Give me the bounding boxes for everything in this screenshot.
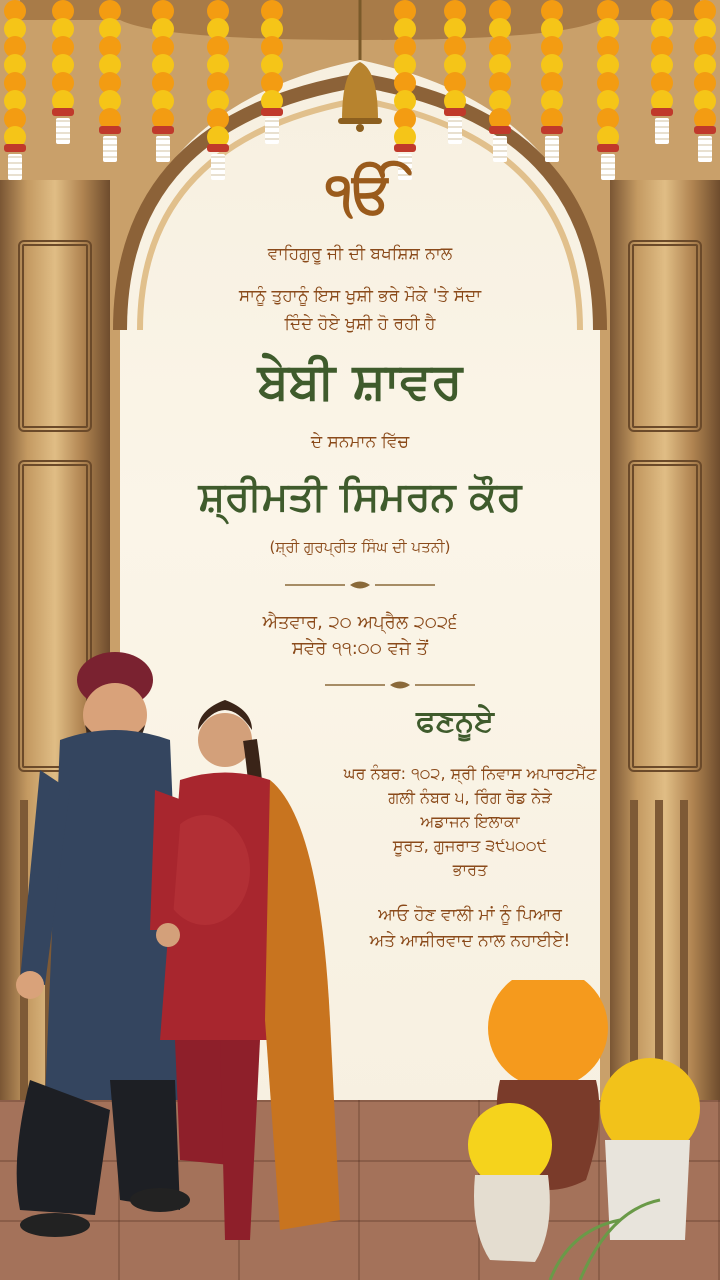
marigold-garland: [442, 0, 468, 144]
venue-title: ਫਣਨੂਏ: [416, 704, 494, 739]
closing-line: ਅਤੇ ਆਸ਼ੀਰਵਾਦ ਨਾਲ ਨਹਾਈਏ!: [369, 931, 571, 951]
event-title: ਬੇਬੀ ਸ਼ਾਵਰ: [257, 352, 463, 410]
marigold-garland: [259, 0, 285, 144]
invite-text: [170, 282, 550, 338]
address-line: ਘਰ ਨੰਬਰ: ੧੦੨, ਸ਼੍ਰੀ ਨਿਵਾਸ ਅਪਾਰਟਮੈਂਟ: [343, 764, 597, 783]
marigold-garland: [205, 0, 231, 180]
in-honor-of-text: ਦੇ ਸਨਮਾਨ ਵਿੱਚ: [310, 432, 410, 452]
event-date: ਐਤਵਾਰ, ੨੦ ਅਪ੍ਰੈਲ ੨੦੨੬: [262, 612, 458, 633]
couple-illustration: [0, 640, 360, 1280]
marigold-garland: [150, 0, 176, 162]
ornamental-divider: [285, 580, 435, 590]
marigold-garland: [487, 0, 513, 162]
ik-onkar-symbol: ੴ: [325, 160, 395, 226]
address-line: ਭਾਰਤ: [452, 860, 488, 879]
blessing-text: ਵਾਹਿਗੁਰੂ ਜੀ ਦੀ ਬਖਸ਼ਿਸ਼ ਨਾਲ: [267, 244, 453, 264]
event-time: ਸਵੇਰੇ ੧੧:੦੦ ਵਜੇ ਤੋਂ: [292, 638, 428, 659]
invite-line: ਸਾਨੂੰ ਤੁਹਾਨੂੰ ਇਸ ਖੁਸ਼ੀ ਭਰੇ ਮੌਕੇ 'ਤੇ ਸੱਦਾ: [238, 286, 482, 306]
marigold-garland: [392, 0, 418, 180]
address-line: ਅਡਾਜਨ ਇਲਾਕਾ: [420, 812, 520, 831]
marigold-garland: [50, 0, 76, 144]
right-pillar: [610, 180, 720, 1120]
marigold-garland: [649, 0, 675, 144]
marigold-garland: [595, 0, 621, 180]
marigold-garland: [692, 0, 718, 162]
closing-message: [320, 902, 620, 954]
address-line: ਸੂਰਤ, ਗੁਜਰਾਤ ੩੯੫੦੦੯: [392, 836, 548, 855]
honoree-name: ਸ਼੍ਰੀਮਤੀ ਸਿਮਰਨ ਕੌਰ: [198, 474, 522, 520]
marigold-flower-pots: [460, 980, 720, 1280]
address-line: ਗਲੀ ਨੰਬਰ ੫, ਰਿੰਗ ਰੋਡ ਨੇੜੇ: [388, 788, 552, 807]
marigold-garland: [2, 0, 28, 180]
marigold-garland: [539, 0, 565, 162]
closing-line: ਆਓ ਹੋਣ ਵਾਲੀ ਮਾਂ ਨੂੰ ਪਿਆਰ: [378, 905, 562, 925]
hanging-bell-icon: [330, 0, 390, 140]
invite-line: ਦਿੰਦੇ ਹੋਏ ਖੁਸ਼ੀ ਹੋ ਰਹੀ ਹੈ: [284, 314, 436, 334]
marigold-garland: [97, 0, 123, 162]
honoree-relation: (ਸ਼੍ਰੀ ਗੁਰਪ੍ਰੀਤ ਸਿੰਘ ਦੀ ਪਤਨੀ): [269, 538, 451, 556]
